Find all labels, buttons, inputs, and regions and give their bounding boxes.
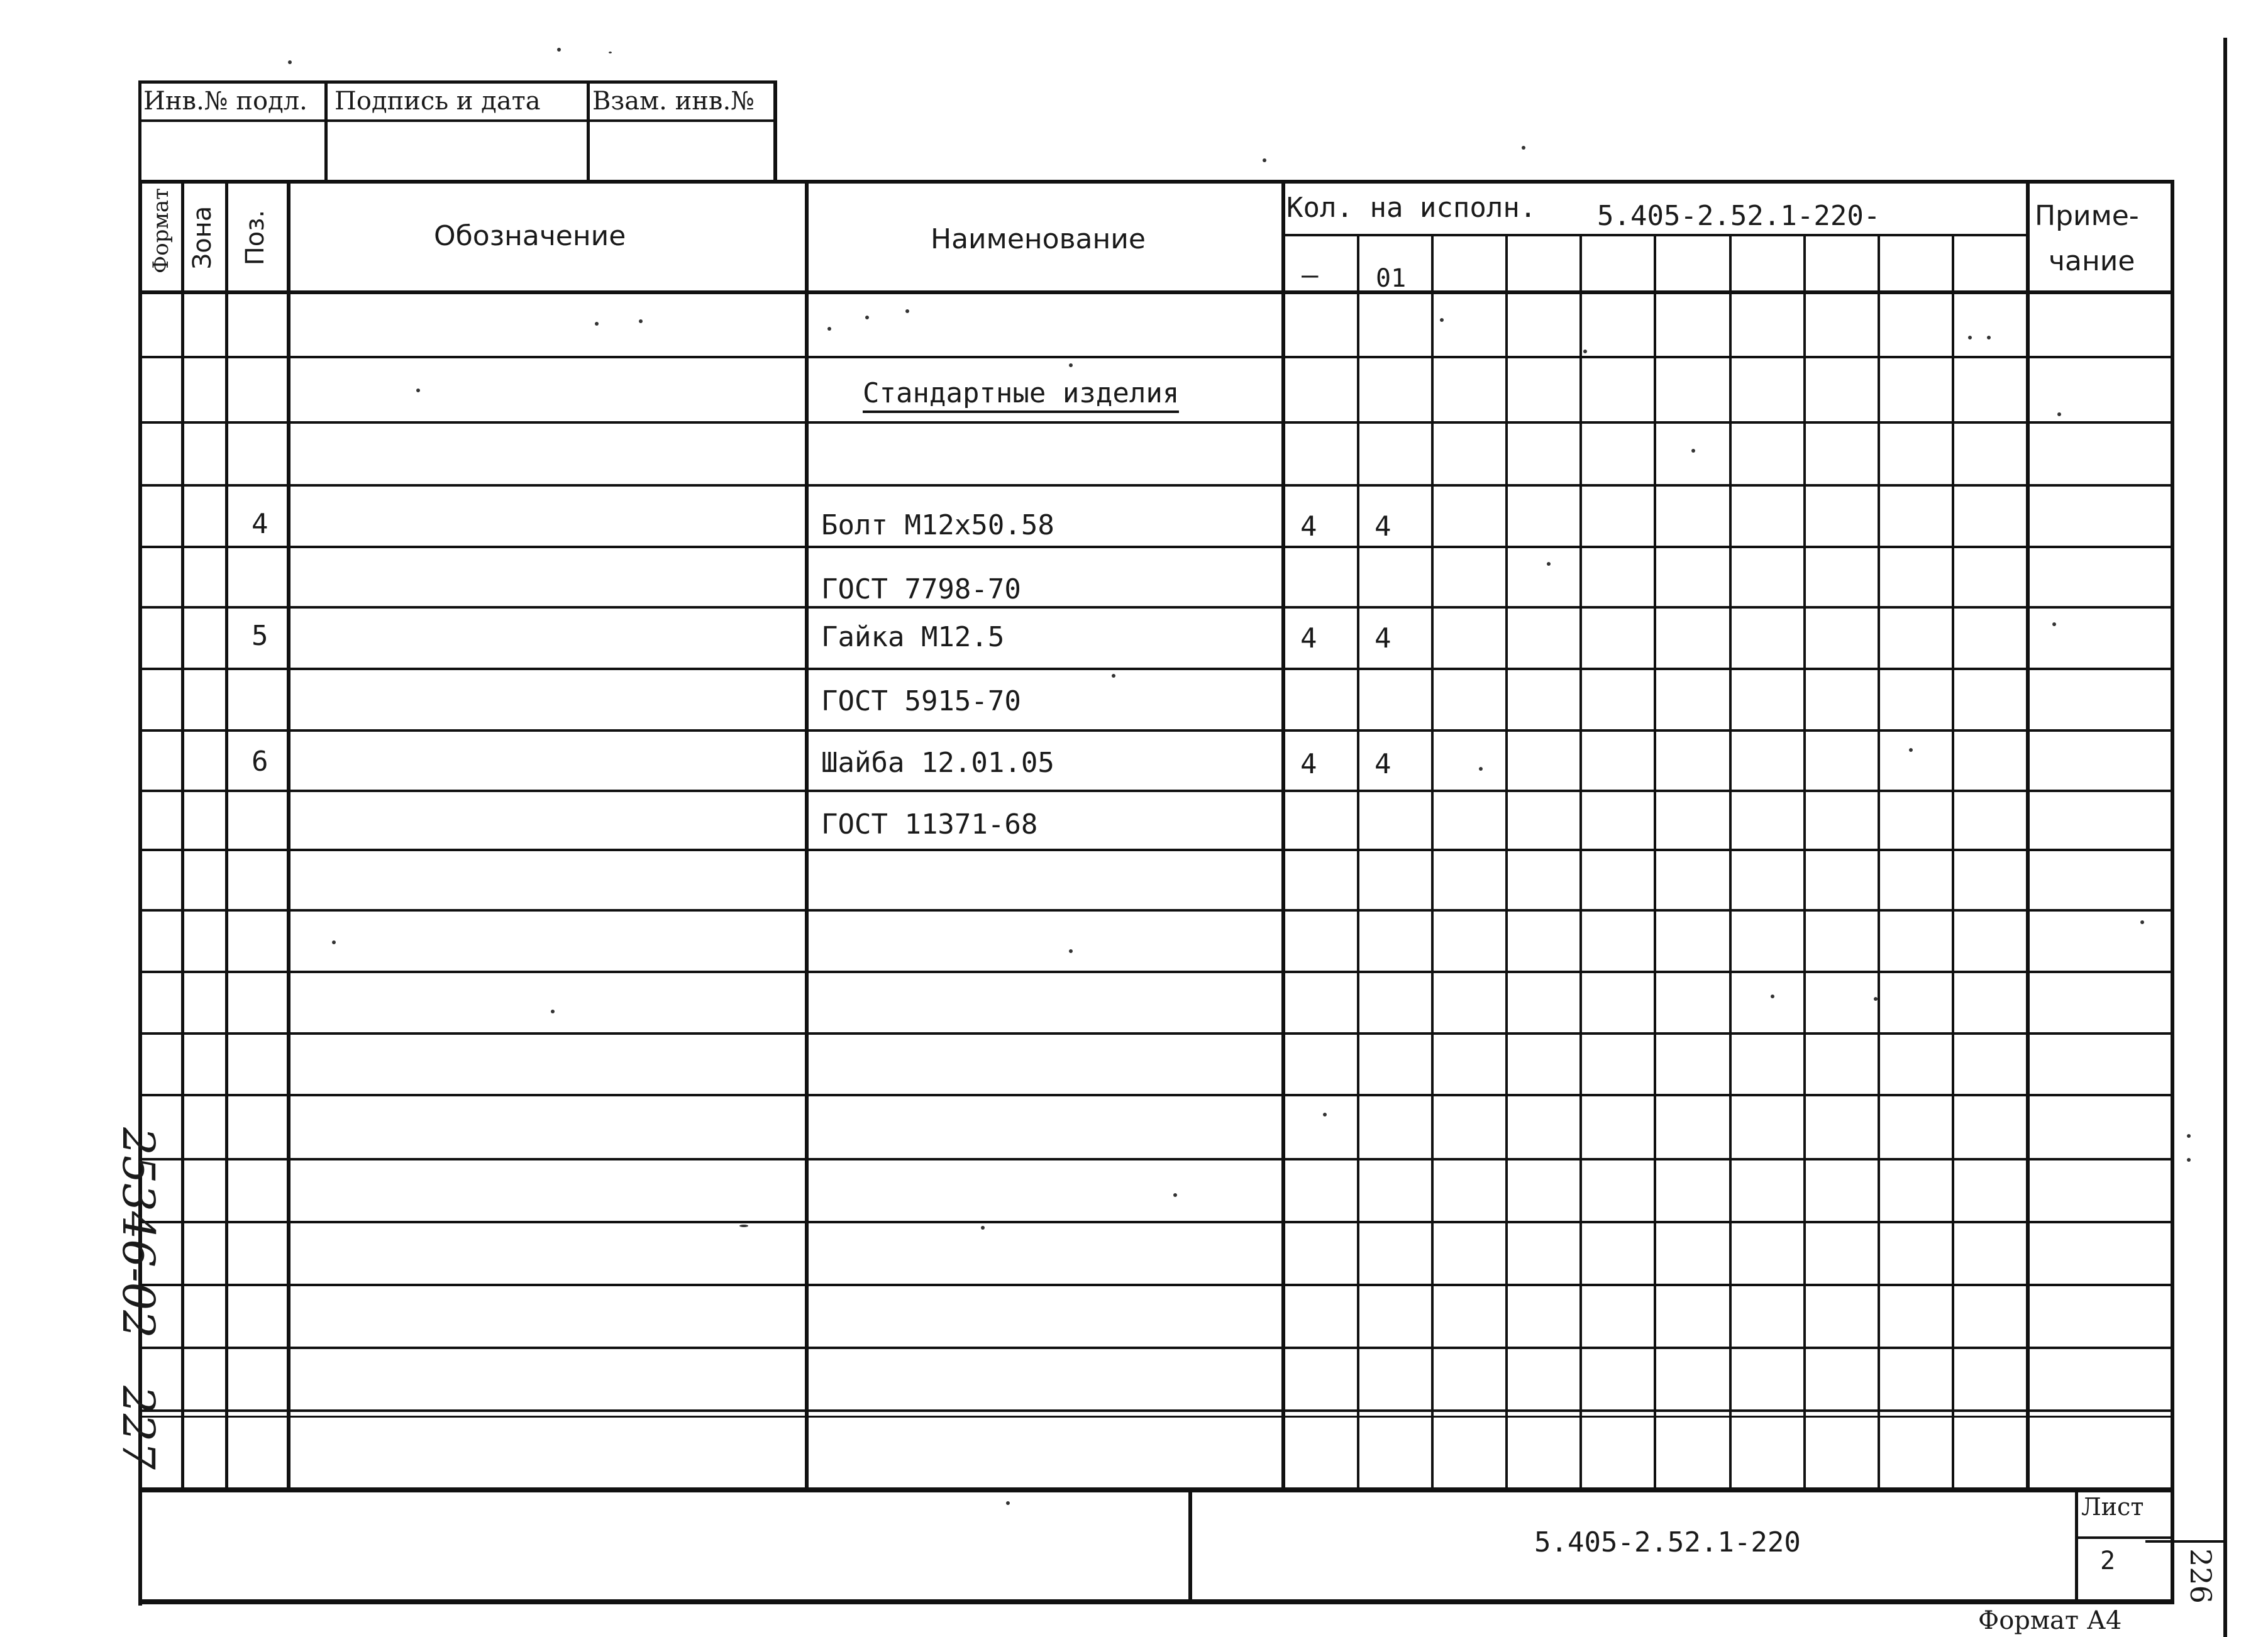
header-doc-prefix: 5.405-2.52.1-220- — [1597, 200, 1881, 232]
page-number: 226 — [2184, 1548, 2218, 1604]
row-qty-2: 4 — [1375, 622, 1391, 654]
row-name: Шайба 12.01.05 — [821, 747, 1054, 779]
row-name: Болт М12х50.58 — [821, 509, 1054, 541]
row-poz: 6 — [252, 746, 268, 778]
header-oboznachenie: Обозначение — [434, 220, 626, 252]
row-qty-1: 4 — [1300, 622, 1317, 654]
inv-podl-label: Инв.№ подл. — [143, 87, 307, 116]
header-variant-dash: – — [1302, 259, 1319, 291]
row-qty-1: 4 — [1300, 748, 1317, 780]
row-qty-2: 4 — [1375, 510, 1391, 543]
row-name: ГОСТ 11371-68 — [821, 808, 1038, 841]
row-poz: 5 — [252, 620, 268, 652]
header-kol-label: Кол. на исполн. — [1286, 192, 1537, 224]
handwritten-sheet: 227 — [113, 1386, 164, 1470]
sheet-number: 2 — [2100, 1546, 2116, 1575]
row-qty-1: 4 — [1300, 510, 1317, 543]
header-format: Формат — [148, 188, 174, 273]
row-name: Гайка М12.5 — [821, 621, 1005, 653]
header-prim-2: чание — [2049, 245, 2135, 277]
podpis-data-label: Подпись и дата — [335, 87, 541, 116]
handwritten-number: 25346-02 — [113, 1127, 164, 1338]
format-label: Формат А4 — [1978, 1606, 2122, 1635]
section-title: Стандартные изделия — [863, 377, 1179, 413]
vzam-inv-label: Взам. инв.№ — [592, 87, 755, 116]
header-naimenovanie: Наименование — [931, 223, 1146, 255]
header-prim-1: Приме- — [2035, 200, 2139, 232]
header-zona: Зона — [188, 206, 217, 270]
row-name: ГОСТ 5915-70 — [821, 685, 1021, 717]
doc-number: 5.405-2.52.1-220 — [1534, 1526, 1801, 1558]
header-variant-01: 01 — [1376, 264, 1407, 293]
row-name: ГОСТ 7798-70 — [821, 573, 1021, 605]
sheet-label: Лист — [2081, 1493, 2144, 1521]
header-poz: Поз. — [241, 209, 270, 266]
row-qty-2: 4 — [1375, 748, 1391, 780]
row-poz: 4 — [252, 508, 268, 540]
